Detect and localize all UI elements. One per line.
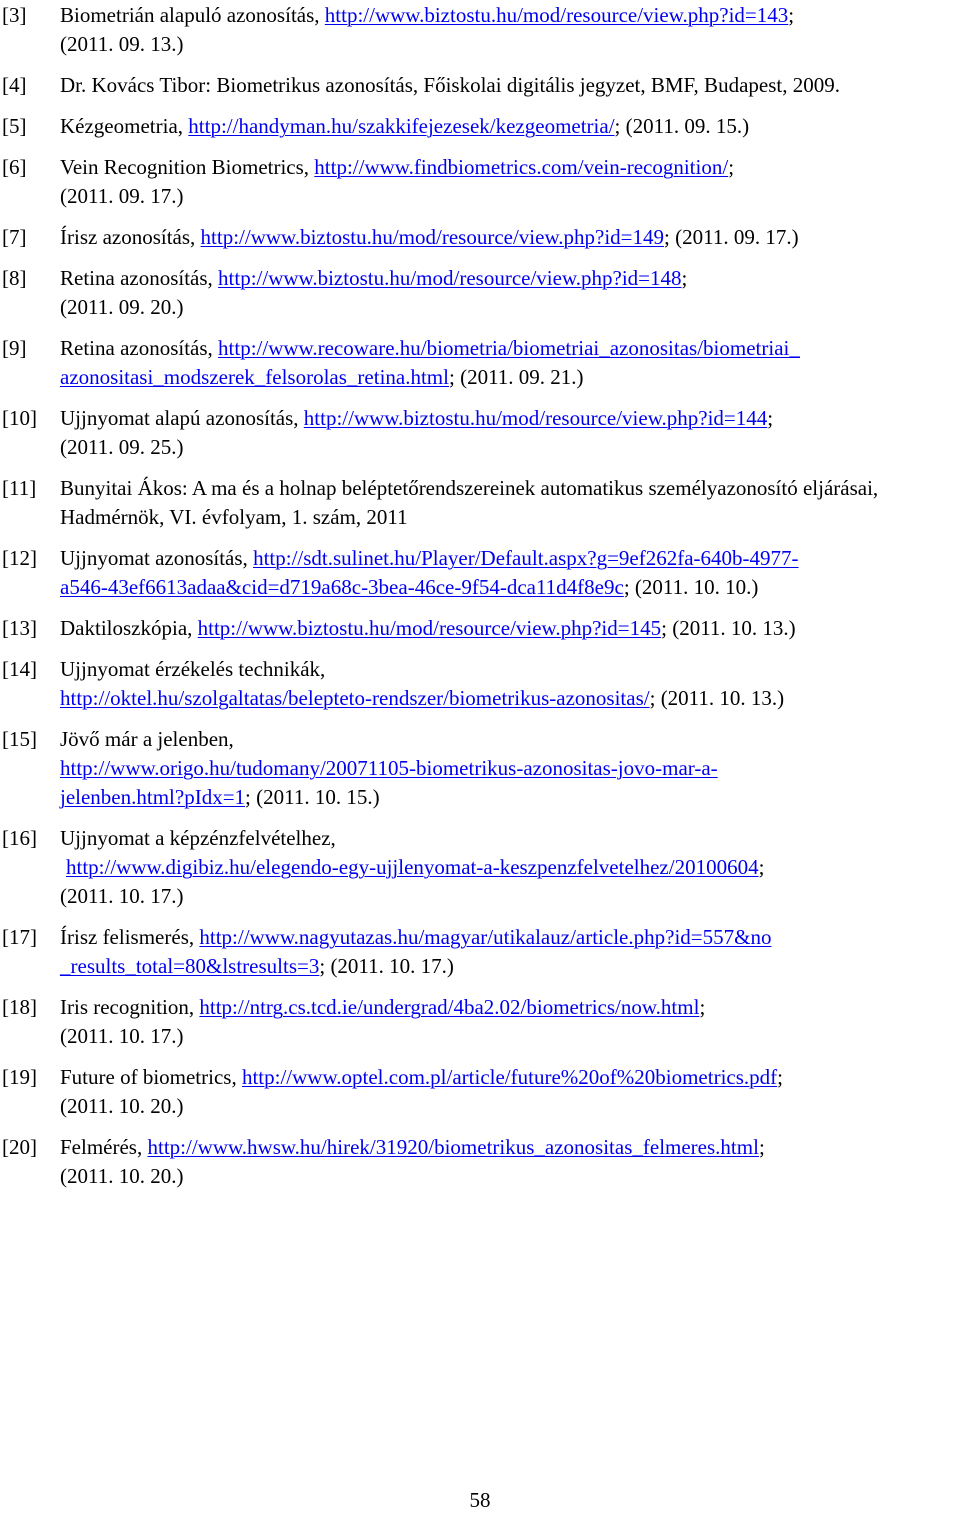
reference-separator: ;: [245, 785, 251, 809]
reference-title: Kézgeometria,: [60, 114, 189, 138]
reference-entry: [0, 544, 960, 602]
reference-entry: [0, 474, 960, 532]
reference-entry: [0, 334, 960, 392]
reference-separator: ;: [664, 225, 670, 249]
reference-link[interactable]: http://www.biztostu.hu/mod/resource/view.php?id=145: [197, 616, 662, 640]
reference-link[interactable]: http://www.nagyutazas.hu/magyar/utikalauz/article.php?id=557&no: [199, 925, 772, 949]
reference-title: Ujjnyomat azonosítás,: [60, 546, 254, 570]
reference-title: Daktiloszkópia,: [60, 616, 198, 640]
reference-number: [13]: [2, 616, 37, 640]
reference-number: [12]: [2, 546, 37, 570]
reference-separator: ;: [319, 954, 326, 978]
reference-number: [19]: [2, 1065, 37, 1089]
reference-number: [16]: [2, 826, 37, 850]
reference-link[interactable]: http://www.biztostu.hu/mod/resource/view.php?id=149: [200, 225, 665, 249]
reference-link[interactable]: http://www.biztostu.hu/mod/resource/view.php?id=143: [324, 3, 789, 27]
reference-entry: [0, 923, 960, 981]
reference-number: [10]: [2, 406, 37, 430]
reference-entry: [0, 1133, 960, 1191]
reference-number: [14]: [2, 657, 37, 681]
reference-title: Vein Recognition Biometrics,: [60, 155, 315, 179]
reference-number: [9]: [2, 336, 27, 360]
reference-entry: [0, 404, 960, 462]
reference-title: Írisz azonosítás,: [60, 225, 201, 249]
reference-link[interactable]: http://www.optel.com.pl/article/future%20of%20biometrics.pdf: [241, 1065, 778, 1089]
reference-number: [7]: [2, 225, 27, 249]
reference-separator: ;: [758, 1135, 765, 1159]
reference-separator: ;: [661, 616, 667, 640]
reference-title: Future of biometrics,: [60, 1065, 242, 1089]
reference-number: [8]: [2, 266, 27, 290]
reference-date: (2011. 10. 13.): [666, 616, 796, 640]
reference-title: Felmérés,: [60, 1135, 148, 1159]
reference-date: (2011. 09. 15.): [620, 114, 750, 138]
reference-date: (2011. 10. 17.): [60, 884, 184, 908]
reference-link[interactable]: http://www.origo.hu/tudomany/20071105-biometrikus-azonositas-jovo-mar-a-: [60, 756, 718, 780]
reference-link[interactable]: http://www.digibiz.hu/elegendo-egy-ujjlenyomat-a-keszpenzfelvetelhez/20100604: [66, 855, 759, 879]
reference-link-continued[interactable]: jelenben.html?pIdx=1: [60, 785, 246, 809]
reference-date: (2011. 10. 20.): [60, 1094, 184, 1118]
reference-link-continued[interactable]: _results_total=80&lstresults=3: [60, 954, 320, 978]
reference-entry: [0, 725, 960, 812]
reference-title: Ujjnyomat érzékelés technikák,: [60, 657, 326, 681]
reference-entry: [0, 824, 960, 911]
reference-title: Retina azonosítás,: [60, 336, 219, 360]
reference-number: [15]: [2, 727, 37, 751]
reference-separator: ;: [777, 1065, 783, 1089]
reference-number: [6]: [2, 155, 27, 179]
reference-title: Retina azonosítás,: [60, 266, 219, 290]
reference-entry: [0, 614, 960, 643]
reference-date: (2011. 10. 20.): [60, 1164, 184, 1188]
reference-title: Jövő már a jelenben,: [60, 727, 234, 751]
reference-separator: ;: [767, 406, 774, 430]
reference-title: Biometrián alapuló azonosítás,: [60, 3, 325, 27]
reference-number: [11]: [2, 476, 37, 500]
reference-separator: ;: [758, 855, 765, 879]
reference-link[interactable]: http://sdt.sulinet.hu/Player/Default.aspx?g=9ef262fa-640b-4977-: [253, 546, 799, 570]
reference-title: Iris recognition,: [60, 995, 200, 1019]
reference-entry: [0, 264, 960, 322]
reference-title: Ujjnyomat alapú azonosítás,: [60, 406, 304, 430]
reference-entry: [0, 223, 960, 252]
reference-link[interactable]: http://www.recoware.hu/biometria/biometriai_azonositas/biometriai_: [218, 336, 800, 360]
reference-entry: [0, 153, 960, 211]
reference-entry: [0, 993, 960, 1051]
reference-link[interactable]: http://oktel.hu/szolgaltatas/belepteto-rendszer/biometrikus-azonositas/: [60, 686, 650, 710]
reference-link[interactable]: http://handyman.hu/szakkifejezesek/kezgeometria/: [188, 114, 615, 138]
reference-entry: [0, 71, 960, 100]
reference-date: (2011. 10. 17.): [60, 1024, 184, 1048]
reference-date: (2011. 09. 17.): [669, 225, 799, 249]
reference-entry: [0, 1063, 960, 1121]
reference-separator: ;: [681, 266, 688, 290]
reference-number: [18]: [2, 995, 37, 1019]
reference-link[interactable]: http://www.biztostu.hu/mod/resource/view.php?id=148: [218, 266, 682, 290]
reference-date: (2011. 10. 17.): [325, 954, 454, 978]
reference-date: (2011. 10. 10.): [629, 575, 759, 599]
reference-text: Bunyitai Ákos: A ma és a holnap beléptetőrendszereinek automatikus személyazonosító eljárásai, Hadmérnök, VI. évfolyam, 1. szám, 2011: [60, 476, 879, 529]
reference-link[interactable]: http://www.findbiometrics.com/vein-recognition/: [314, 155, 729, 179]
page-number: 58: [469, 1488, 491, 1512]
reference-link[interactable]: http://www.hwsw.hu/hirek/31920/biometrikus_azonositas_felmeres.html: [147, 1135, 759, 1159]
reference-title: Ujjnyomat a képzénzfelvételhez,: [60, 826, 336, 850]
reference-separator: ;: [448, 365, 455, 389]
reference-date: (2011. 09. 25.): [60, 435, 184, 459]
reference-entry: [0, 112, 960, 141]
reference-link-continued[interactable]: a546-43ef6613adaa&cid=d719a68c-3bea-46ce-9f54-dca11d4f8e9c: [60, 575, 624, 599]
reference-separator: ;: [788, 3, 795, 27]
reference-separator: ;: [649, 686, 656, 710]
reference-separator: ;: [699, 995, 706, 1019]
reference-number: [17]: [2, 925, 37, 949]
reference-link-continued[interactable]: azonositasi_modszerek_felsorolas_retina.html: [60, 365, 449, 389]
reference-number: [3]: [2, 3, 27, 27]
reference-date: (2011. 10. 13.): [655, 686, 785, 710]
reference-number: [20]: [2, 1135, 37, 1159]
reference-separator: ;: [614, 114, 621, 138]
reference-number: [4]: [2, 73, 27, 97]
reference-entry: [0, 655, 960, 713]
reference-separator: ;: [623, 575, 630, 599]
reference-link[interactable]: http://ntrg.cs.tcd.ie/undergrad/4ba2.02/biometrics/now.html: [199, 995, 700, 1019]
reference-separator: ;: [728, 155, 735, 179]
reference-date: (2011. 09. 17.): [60, 184, 184, 208]
reference-title: Írisz felismerés,: [60, 925, 200, 949]
reference-entry: [0, 1, 960, 59]
reference-number: [5]: [2, 114, 27, 138]
reference-date: (2011. 10. 15.): [250, 785, 380, 809]
reference-link[interactable]: http://www.biztostu.hu/mod/resource/view.php?id=144: [303, 406, 768, 430]
reference-date: (2011. 09. 21.): [454, 365, 584, 389]
reference-text: Dr. Kovács Tibor: Biometrikus azonosítás, Főiskolai digitális jegyzet, BMF, Budapest, 2009.: [60, 73, 840, 97]
reference-date: (2011. 09. 20.): [60, 295, 184, 319]
reference-date: (2011. 09. 13.): [60, 32, 184, 56]
